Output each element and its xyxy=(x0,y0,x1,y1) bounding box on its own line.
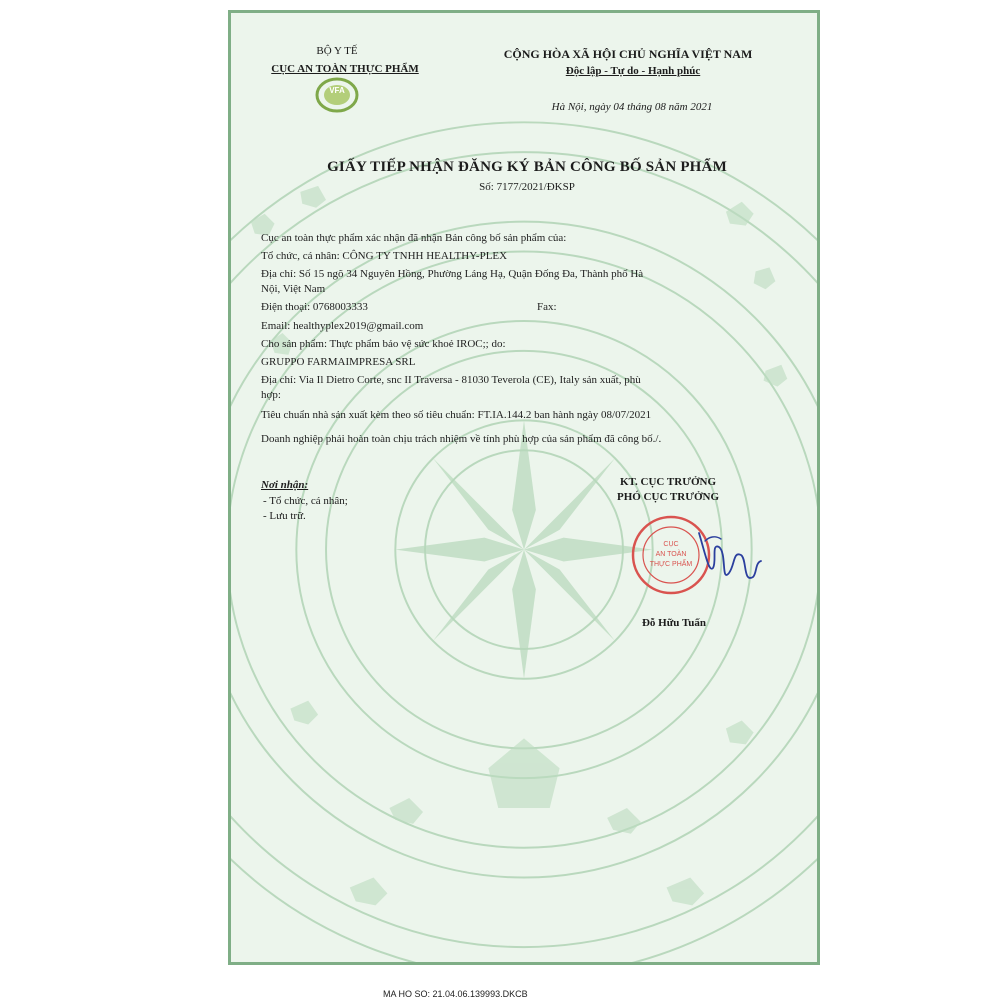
body-standard: Tiêu chuẩn nhà sản xuất kèm theo số tiêu chuẩn: FT.IA.144.2 ban hành ngày 08/07/2021 xyxy=(261,409,652,421)
body-phone: Điện thoại: 0768003333 xyxy=(261,301,368,313)
department-name: CỤC AN TOÀN THỰC PHẨM xyxy=(271,63,419,75)
body-product: Cho sản phẩm: Thực phẩm bảo vệ sức khoẻ IROC;; do: xyxy=(261,338,506,350)
national-motto: Độc lập - Tự do - Hạnh phúc xyxy=(565,65,701,77)
body-manufacturer-address-1: Địa chỉ: Via Il Dietro Corte, snc II Traversa - 81030 Teverola (CE), Italy sản xuất, phù xyxy=(261,374,641,386)
republic-name: CỘNG HÒA XÃ HỘI CHỦ NGHĨA VIỆT NAM xyxy=(503,47,753,61)
stamp-text-1: CỤC xyxy=(663,541,679,548)
signer-title-1: KT. CỤC TRƯỞNG xyxy=(619,476,717,488)
body-fax: Fax: xyxy=(537,301,557,313)
stamp-text-3: THỰC PHẨM xyxy=(649,561,693,568)
body-organization: Tổ chức, cá nhân: CÔNG TY TNHH HEALTHY-PLEX xyxy=(261,250,508,262)
body-manufacturer: GRUPPO FARMAIMPRESA SRL xyxy=(261,356,416,368)
document-number: Số: 7177/2021/ĐKSP xyxy=(479,181,575,193)
body-address-line-2: Nội, Việt Nam xyxy=(261,283,326,295)
body-responsibility: Doanh nghiệp phải hoàn toàn chịu trách nhiệm về tính phù hợp của sản phẩm đã công bố./. xyxy=(261,433,662,445)
recipient-item: - Tổ chức, cá nhân; xyxy=(263,495,348,507)
recipient-item: - Lưu trữ. xyxy=(263,510,306,522)
body-intro: Cục an toàn thực phẩm xác nhận đã nhận Bản công bố sản phẩm của: xyxy=(261,232,567,244)
vfa-logo xyxy=(315,73,359,117)
ministry-name: BỘ Y TẾ xyxy=(316,45,358,57)
body-address-line-1: Địa chỉ: Số 15 ngõ 34 Nguyên Hồng, Phường Láng Hạ, Quận Đống Đa, Thành phố Hà xyxy=(261,268,644,280)
issue-date: Hà Nội, ngày 04 tháng 08 năm 2021 xyxy=(551,101,713,113)
certificate-document xyxy=(228,10,820,965)
body-manufacturer-address-2: hợp: xyxy=(261,389,281,401)
document-title: GIẤY TIẾP NHẬN ĐĂNG KÝ BẢN CÔNG BỐ SẢN PHẨM xyxy=(327,159,727,175)
dossier-code: MA HO SO: 21.04.06.139993.DKCB xyxy=(383,989,528,999)
signer-name: Đỗ Hữu Tuấn xyxy=(641,617,707,629)
body-email: Email: healthyplex2019@gmail.com xyxy=(261,320,424,332)
recipients-title: Nơi nhận: xyxy=(261,479,309,491)
official-stamp xyxy=(629,513,769,603)
signer-title-2: PHÓ CỤC TRƯỞNG xyxy=(616,491,720,503)
stamp-text-2: AN TOÀN xyxy=(655,551,687,558)
svg-text:VFA: VFA xyxy=(329,86,345,95)
